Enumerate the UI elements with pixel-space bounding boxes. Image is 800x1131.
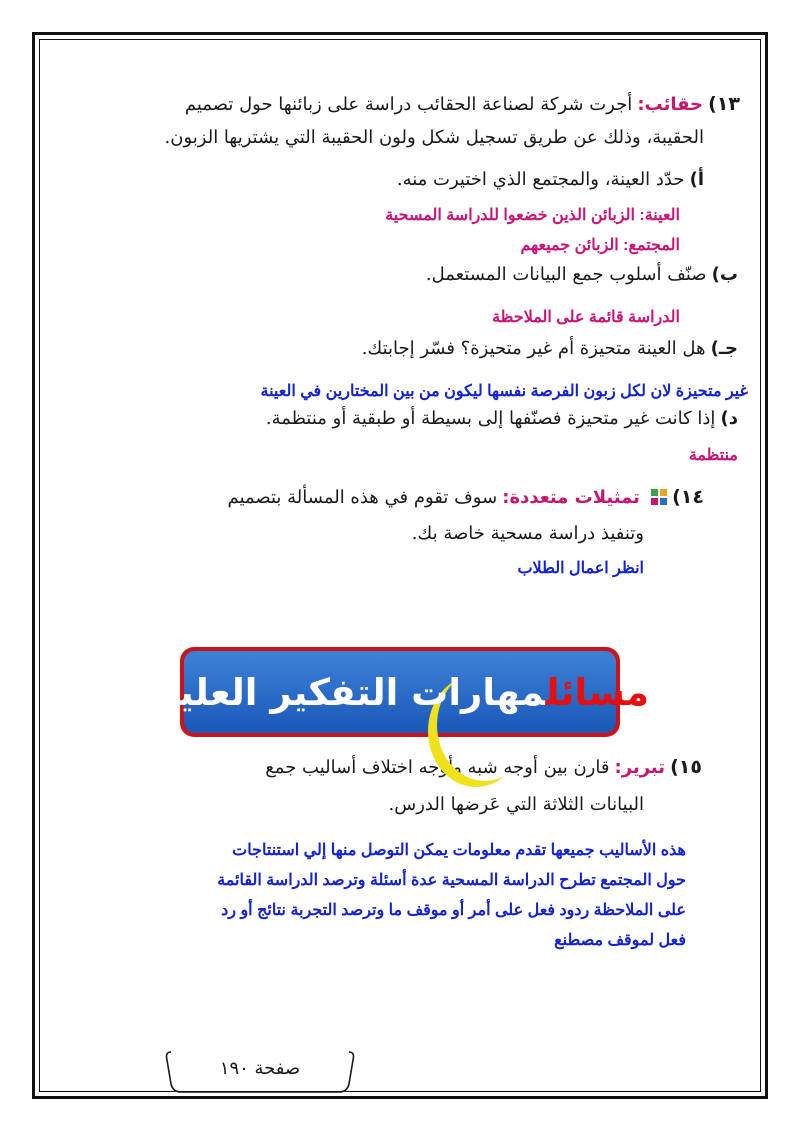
q13-a-letter: أ) [689,169,704,190]
q13-text-line-1: أجرت شركة لصناعة الحقائب دراسة على زبائنها حول تصميم [184,94,633,115]
q14-keyword: تمثيلات متعددة: [502,487,640,508]
banner-panel [151,651,649,733]
q13-c-answer: غير متحيزة لان لكل زبون الفرصة نفسها ليكون من بين المختارين في العينة [260,383,748,400]
q15-answer-line-3 [60,900,686,920]
q13-part-c [60,338,738,359]
multiple-representations-icon [651,489,667,505]
q15-text-line-2: البيانات الثلاثة التي عَرضها الدرس. [388,794,644,815]
q14-line-2 [60,523,644,544]
q15-line-1 [60,756,702,778]
q15-answer-line-2 [60,870,686,890]
q15-answer-line-4 [60,930,686,950]
higher-order-thinking-banner [151,647,649,737]
q15-answer-2: حول المجتمع تطرح الدراسة المسحية عدة أسئلة وترصد الدراسة القائمة [217,872,686,889]
q13-keyword: حقائب: [637,94,704,115]
q13-c-answer-line [60,381,748,401]
q14-line-1 [60,486,704,508]
banner-title [151,671,649,714]
banner-title-red: مسائل [545,670,649,714]
q13-c-letter: جـ) [710,338,738,359]
q13-a-answer-2 [60,235,680,255]
banner-title-rest: مهارات التفكير العليا: [151,670,546,714]
page-number-tab [165,1052,355,1092]
q13-part-a [60,169,704,190]
q14-text-line-2: وتنفيذ دراسة مسحية خاصة بك. [411,523,644,544]
q15-answer-4: فعل لموقف مصطنع [554,932,686,949]
q13-b-answer-line [60,307,680,327]
q15-answer-1: هذه الأساليب جميعها تقدم معلومات يمكن التوصل منها إلي استنتاجات [232,842,686,859]
q13-a-answer-1 [60,205,680,225]
q13-a-answer-population: المجتمع: الزبائن جميعهم [520,237,680,254]
q13-line-2 [60,127,704,148]
q13-b-text: صنّف أسلوب جمع البيانات المستعمل. [425,264,707,285]
q13-d-answer-line [60,445,738,465]
q13-d-text: إذا كانت غير متحيزة فصنّفها إلى بسيطة أو طبقية أو منتظمة. [265,408,716,429]
q13-b-letter: ب) [711,264,738,285]
q13-a-text: حدّد العينة، والمجتمع الذي اختيرت منه. [396,169,685,190]
q14-answer: انظر اعمال الطلاب [517,560,644,577]
q15-number: ١٥) [670,756,702,778]
q13-b-answer: الدراسة قائمة على الملاحظة [492,309,680,326]
q15-line-2 [60,794,644,815]
page-number: صفحة ١٩٠ [219,1058,301,1079]
q14-text-line-1: سوف تقوم في هذه المسألة بتصميم [227,487,498,508]
q13-a-answer-sample: العينة: الزبائن الذين خضعوا للدراسة المسحية [385,207,680,224]
q15-keyword: تبرير: [614,757,666,778]
q13-text-line-2: الحقيبة، وذلك عن طريق تسجيل شكل ولون الحقيبة التي يشتريها الزبون. [164,127,704,148]
q15-text-line-1: قارن بين أوجه شبه وأوجه اختلاف أساليب جمع [265,757,610,778]
q13-line-1 [60,93,740,115]
q14-number: ١٤) [672,486,704,508]
q13-number: ١٣) [708,93,740,115]
q13-c-text: هل العينة متحيزة أم غير متحيزة؟ فسّر إجابتك. [361,338,706,359]
q13-d-answer: منتظمة [688,447,738,464]
q13-part-d [60,408,738,429]
q13-part-b [60,264,738,285]
q14-answer-line [60,558,644,578]
q15-answer-3: على الملاحظة ردود فعل على أمر أو موقف ما وترصد التجربة نتائج أو رد [221,902,686,919]
q15-answer-line-1 [60,840,686,860]
q13-d-letter: د) [720,408,738,429]
